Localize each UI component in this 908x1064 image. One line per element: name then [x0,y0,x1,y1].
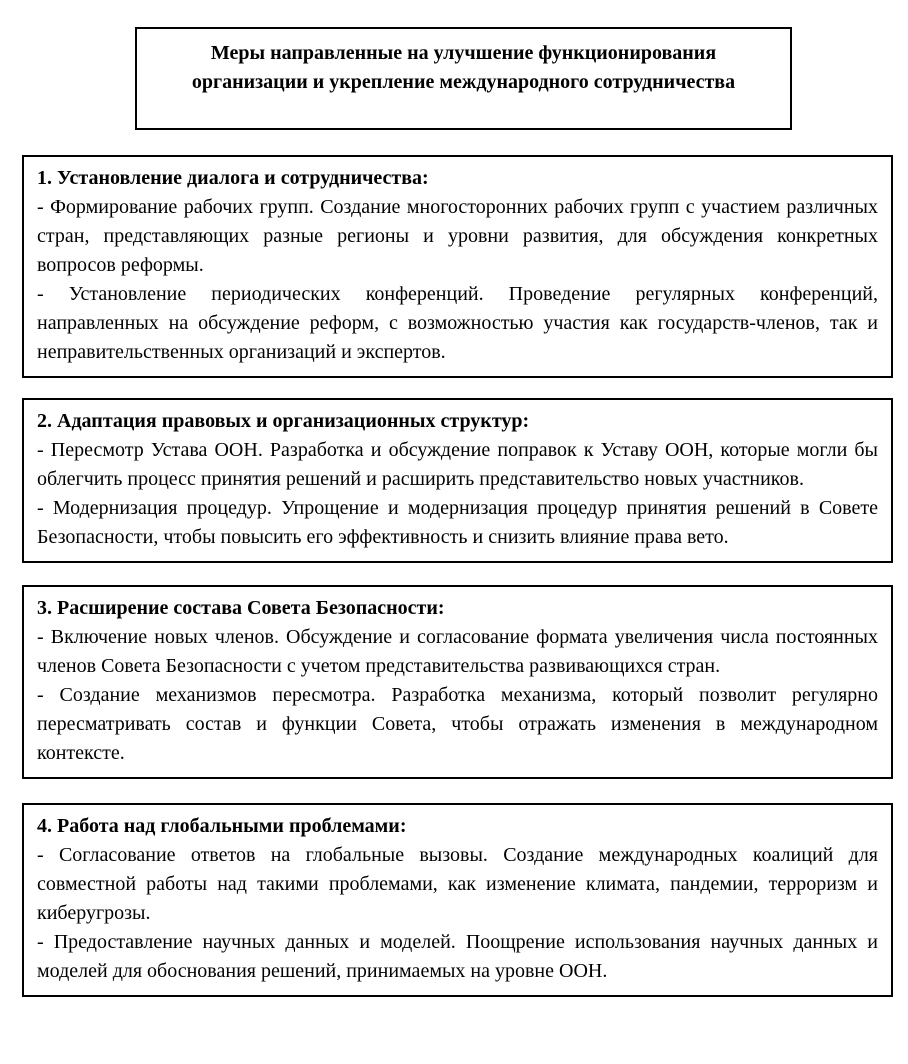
section-2-paragraph-2: - Модернизация процедур. Упрощение и модернизация процедур принятия решений в Совете Безопасности, чтобы повысить его эффективность и снизить влияние права вето. [37,497,878,548]
section-2-heading: 2. Адаптация правовых и организационных структур: [37,410,530,432]
section-3-heading: 3. Расширение состава Совета Безопасности: [37,597,445,619]
section-2-paragraph-1: - Пересмотр Устава ООН. Разработка и обсуждение поправок к Уставу ООН, которые могли бы облегчить процесс принятия решений и расширить представительство новых участников. [37,439,878,490]
section-box-3 [22,585,893,779]
section-1-heading: 1. Установление диалога и сотрудничества: [37,167,429,189]
section-1-paragraph-1: - Формирование рабочих групп. Создание многосторонних рабочих групп с участием различных стран, представляющих разные регионы и уровни развития, для обсуждения конкретных вопросов реформы. [37,196,878,276]
section-1-paragraph-2: - Установление периодических конференций. Проведение регулярных конференций, направленных на обсуждение реформ, с возможностью участия как государств-членов, так и неправительственных организаций и экспертов. [37,283,878,363]
section-box-1 [22,155,893,378]
section-box-2 [22,398,893,563]
section-4-paragraph-2: - Предоставление научных данных и моделей. Поощрение использования научных данных и моделей для обоснования решений, принимаемых на уровне ООН. [37,931,878,982]
section-3-paragraph-1: - Включение новых членов. Обсуждение и согласование формата увеличения числа постоянных членов Совета Безопасности с учетом представительства развивающихся стран. [37,626,878,677]
section-4-paragraph-1: - Согласование ответов на глобальные вызовы. Создание международных коалиций для совместной работы над такими проблемами, как изменение климата, пандемии, терроризм и киберугрозы. [37,844,878,924]
document-title: Меры направленные на улучшение функционирования организации и укрепление международного сотрудничества [191,42,736,93]
section-4-heading: 4. Работа над глобальными проблемами: [37,815,407,837]
section-3-paragraph-2: - Создание механизмов пересмотра. Разработка механизма, который позволит регулярно пересматривать состав и функции Совета, чтобы отражать изменения в международном контексте. [37,684,878,764]
section-box-4 [22,803,893,997]
title-box [135,27,792,130]
